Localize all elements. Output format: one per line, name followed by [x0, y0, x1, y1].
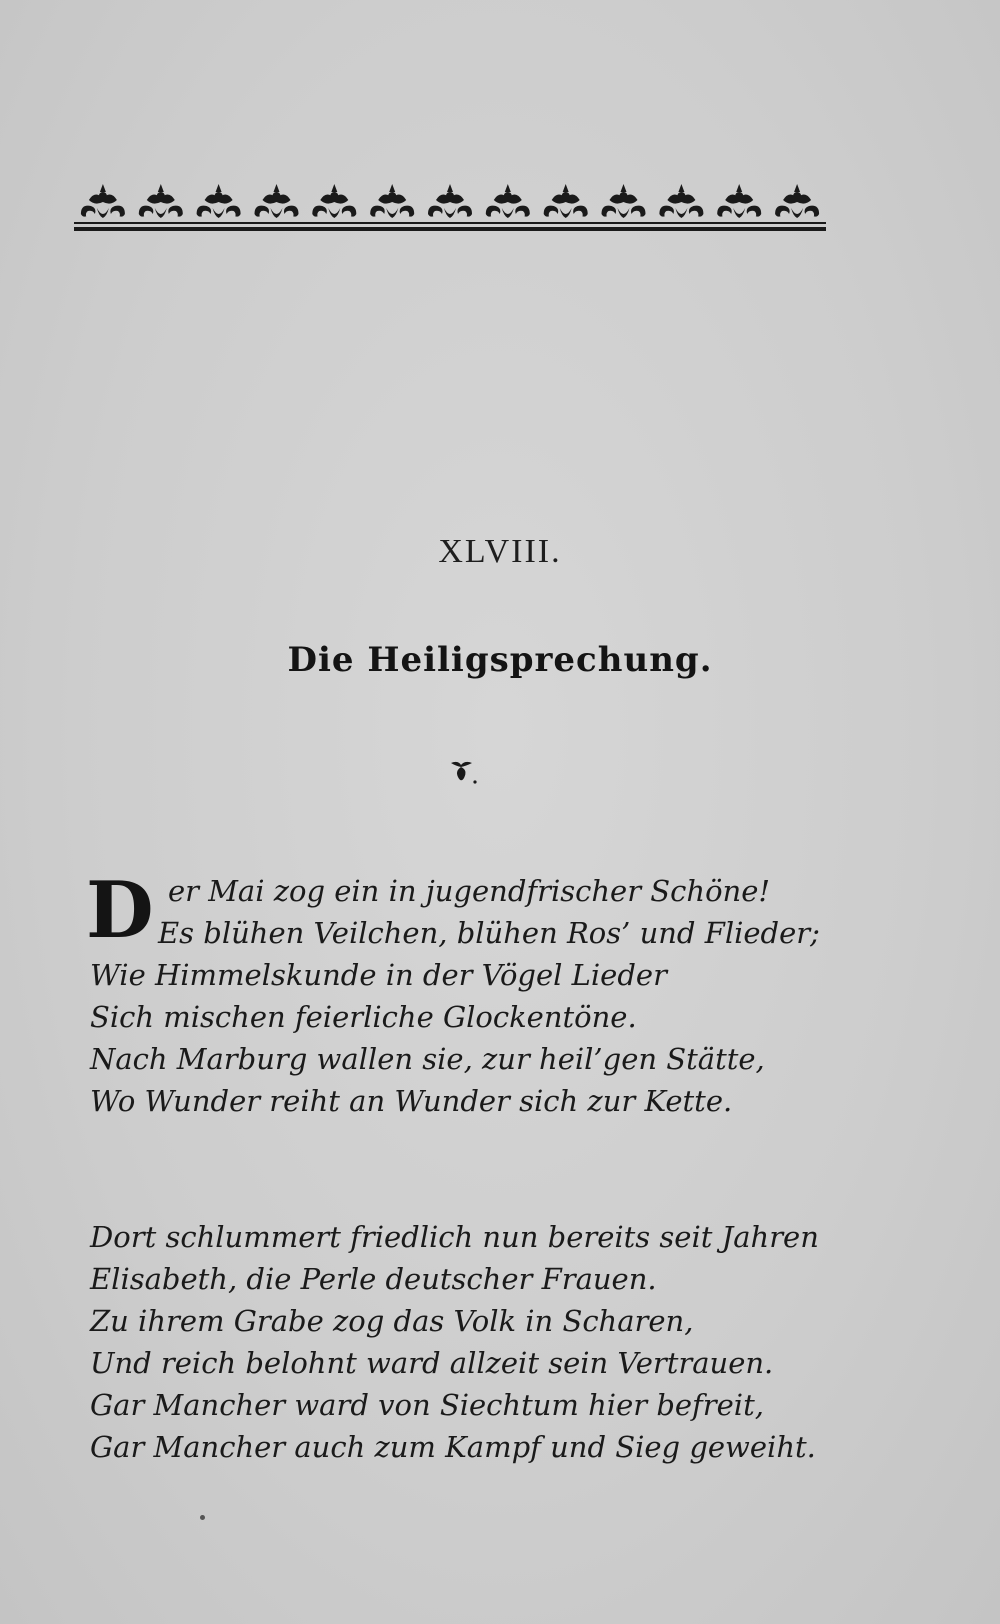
poem-stanza-1 [86, 865, 820, 1122]
ornament-fleuron [370, 184, 414, 218]
fleuron-divider-icon [448, 760, 478, 786]
drop-cap-initial: D [86, 865, 154, 956]
poem-line: Gar Mancher auch zum Kampf und Sieg geweiht. [90, 1430, 816, 1464]
ornament-fleuron [312, 184, 356, 218]
ornament-fleuron [81, 184, 125, 218]
ornament-fleuron [775, 184, 819, 218]
ornament-fleuron [544, 184, 588, 218]
poem-title: Die Heiligsprechung. [287, 640, 713, 680]
chapter-number: XLVIII. [438, 533, 562, 570]
poem-line: Wo Wunder reiht an Wunder sich zur Kette. [90, 1084, 733, 1118]
ornament-fleuron [602, 184, 646, 218]
poem-line: Zu ihrem Grabe zog das Volk in Scharen, [90, 1304, 694, 1338]
ornament-fleuron [717, 184, 761, 218]
poem-line: Gar Mancher ward von Siechtum hier befreit, [90, 1388, 764, 1422]
poem-line: Es blühen Veilchen, blühen Ros’ und Flieder; [158, 916, 820, 950]
ornament-fleuron [428, 184, 472, 218]
poem-line: Sich mischen feierliche Glockentöne. [90, 1000, 637, 1034]
ornament-fleuron [139, 184, 183, 218]
poem-line: Und reich belohnt ward allzeit sein Vertrauen. [90, 1346, 774, 1380]
poem-line: er Mai zog ein in jugendfrischer Schöne! [168, 874, 771, 908]
poem-line: Wie Himmelskunde in der Vögel Lieder [90, 958, 667, 992]
ornament-fleuron [659, 184, 703, 218]
ornament-fleuron [486, 184, 530, 218]
poem-stanza-2 [90, 1216, 819, 1468]
ornament-fleuron [255, 184, 299, 218]
ornament-fleuron [197, 184, 241, 218]
fleuron-row-ornament [74, 180, 826, 236]
poem-line: Elisabeth, die Perle deutscher Frauen. [90, 1262, 657, 1296]
poem-line: Nach Marburg wallen sie, zur heil’gen Stätte, [90, 1042, 765, 1076]
paper-speck [200, 1515, 205, 1520]
poem-line: Dort schlummert friedlich nun bereits seit Jahren [90, 1220, 819, 1254]
decorative-header-border [74, 180, 826, 236]
